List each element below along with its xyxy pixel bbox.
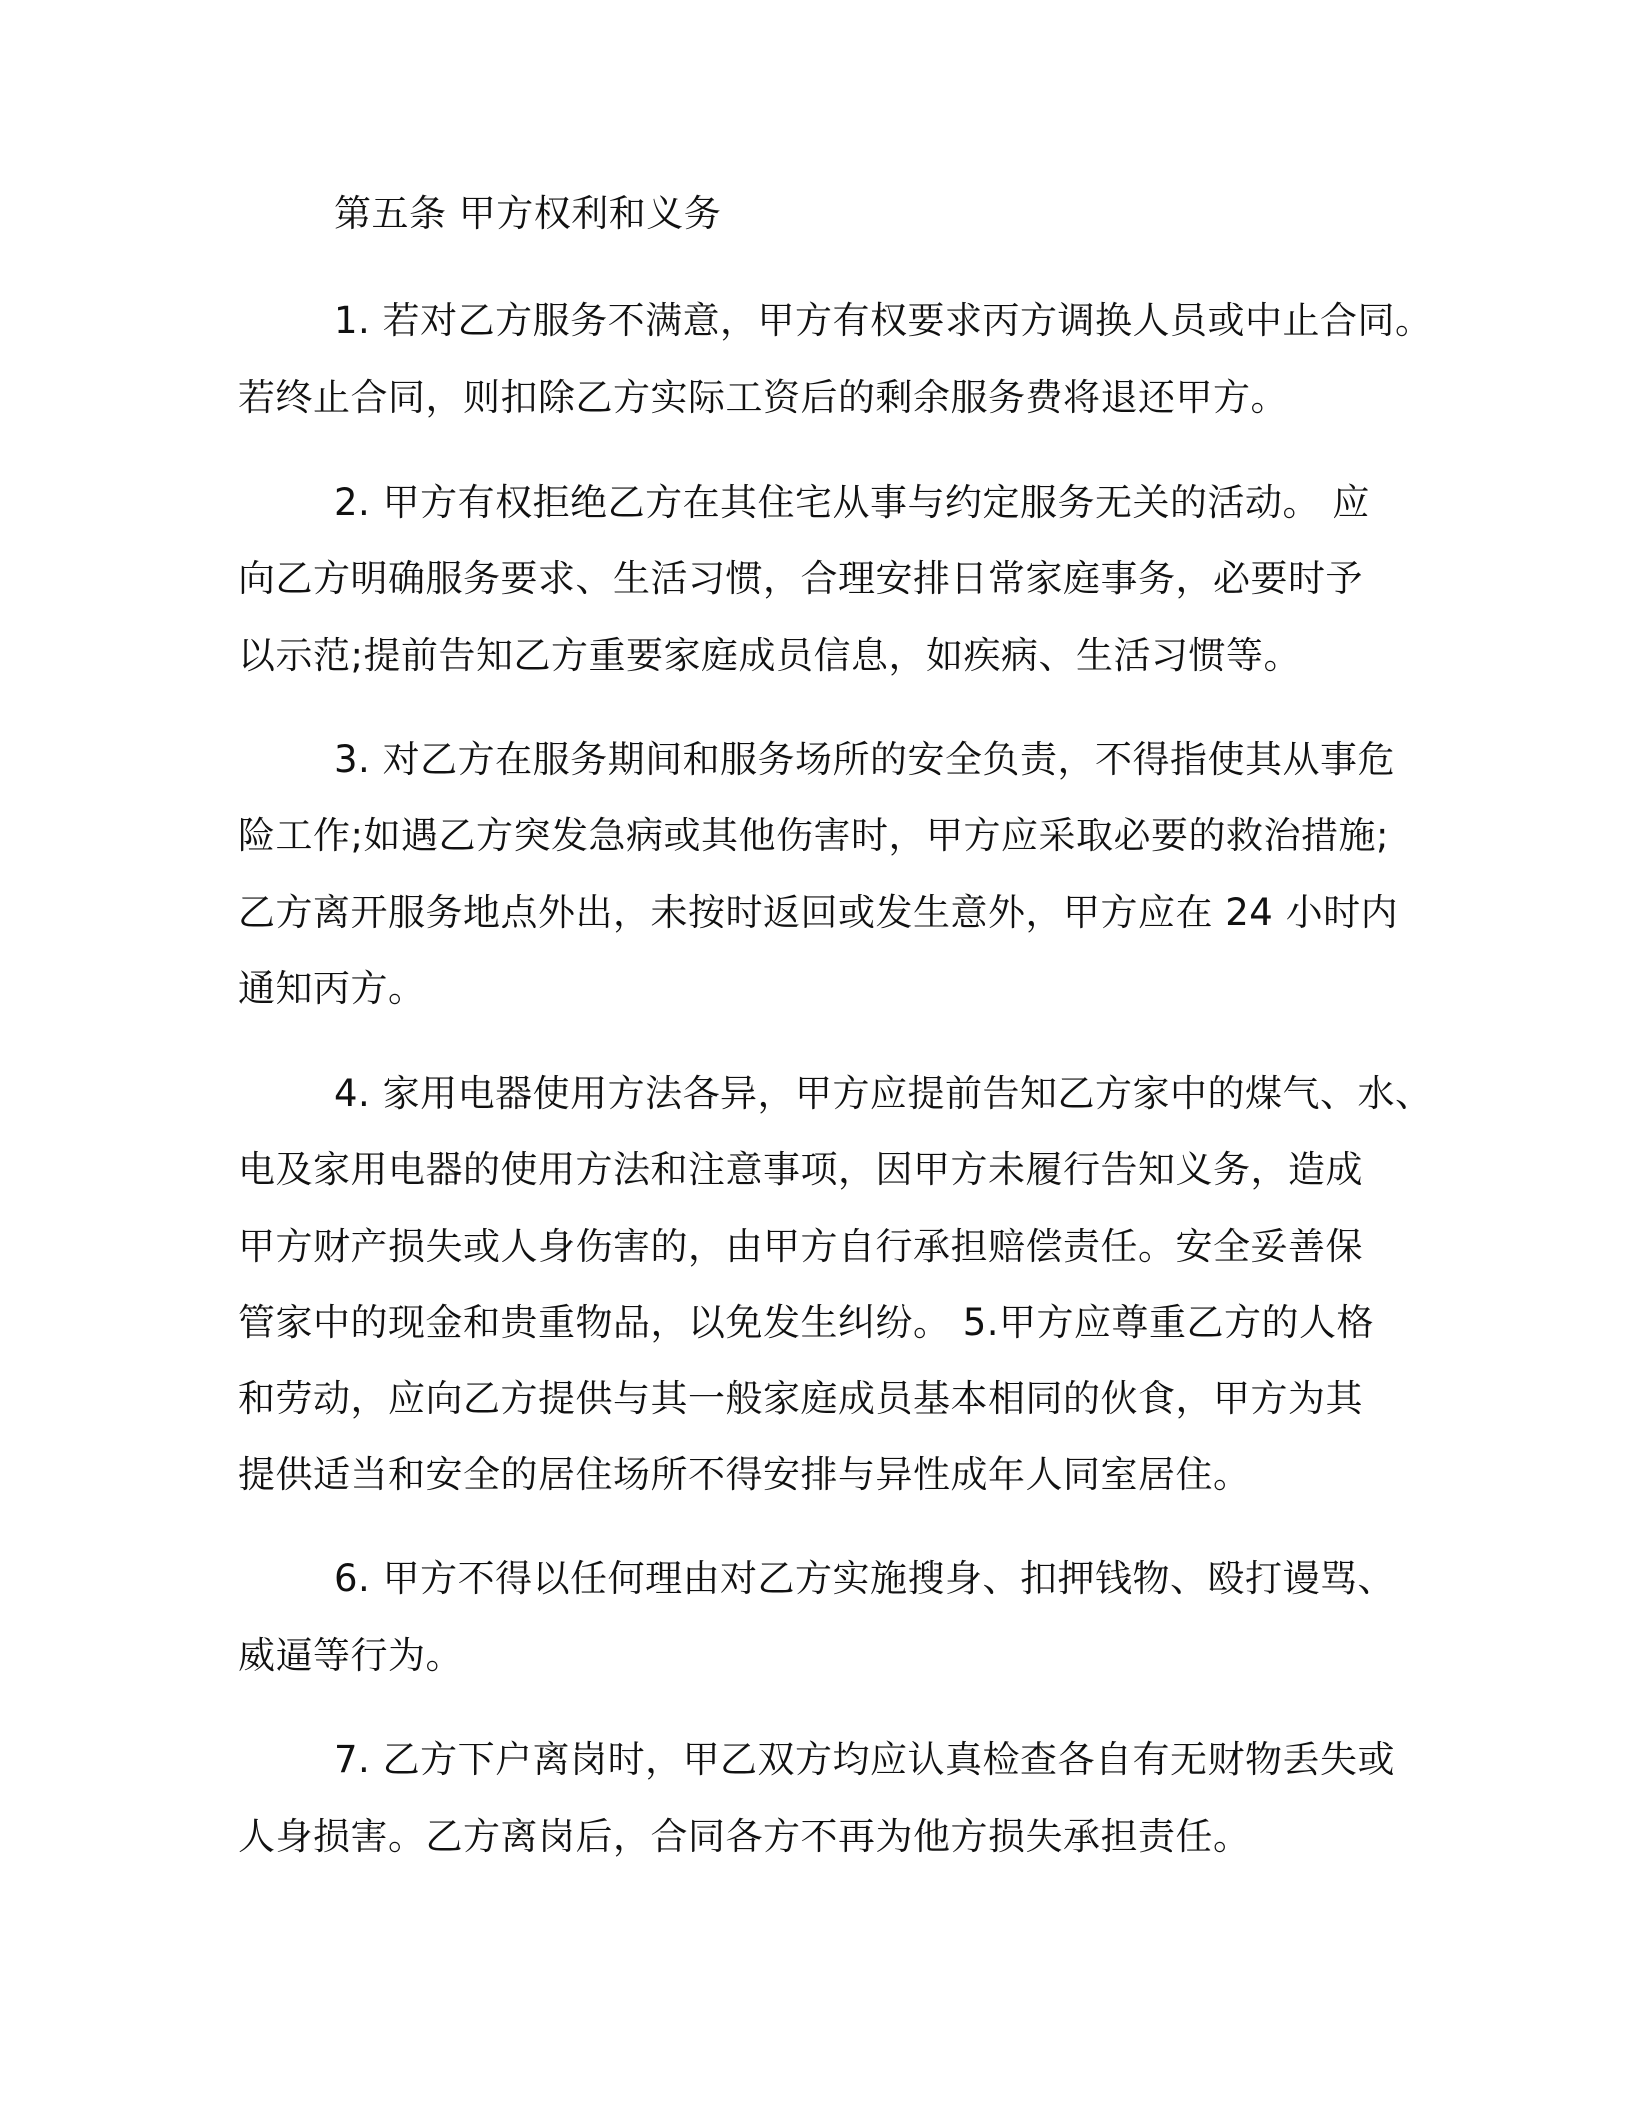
paragraph-line: 乙方离开服务地点外出，未按时返回或发生意外，甲方应在 24 小时内 [238, 891, 1399, 934]
paragraph-line: 威逼等行为。 [238, 1634, 463, 1677]
paragraph-line: 2. 甲方有权拒绝乙方在其住宅从事与约定服务无关的活动。 应 [334, 481, 1370, 524]
paragraph-line: 向乙方明确服务要求、生活习惯，合理安排日常家庭事务，必要时予 [238, 557, 1363, 600]
paragraph-line: 和劳动，应向乙方提供与其一般家庭成员基本相同的伙食，甲方为其 [238, 1377, 1363, 1420]
paragraph-line: 险工作;如遇乙方突发急病或其他伤害时，甲方应采取必要的救治措施; [238, 814, 1389, 857]
paragraph-line: 甲方财产损失或人身伤害的，由甲方自行承担赔偿责任。安全妥善保 [238, 1225, 1363, 1268]
paragraph-line: 以示范;提前告知乙方重要家庭成员信息，如疾病、生活习惯等。 [238, 634, 1301, 677]
paragraph-line: 人身损害。乙方离岗后，合同各方不再为他方损失承担责任。 [238, 1815, 1251, 1858]
section-heading: 第五条 甲方权利和义务 [334, 192, 722, 235]
paragraph-line: 4. 家用电器使用方法各异，甲方应提前告知乙方家中的煤气、水、 [334, 1072, 1433, 1115]
paragraph-line: 电及家用电器的使用方法和注意事项，因甲方未履行告知义务，造成 [238, 1148, 1363, 1191]
paragraph-line: 3. 对乙方在服务期间和服务场所的安全负责，不得指使其从事危 [334, 738, 1396, 781]
paragraph-line: 管家中的现金和贵重物品，以免发生纠纷。 5.甲方应尊重乙方的人格 [238, 1301, 1375, 1344]
paragraph-line: 若终止合同，则扣除乙方实际工资后的剩余服务费将退还甲方。 [238, 376, 1288, 419]
paragraph-line: 6. 甲方不得以任何理由对乙方实施搜身、扣押钱物、殴打谩骂、 [334, 1557, 1396, 1600]
paragraph-line: 1. 若对乙方服务不满意，甲方有权要求丙方调换人员或中止合同。 [334, 299, 1433, 342]
paragraph-line: 7. 乙方下户离岗时，甲乙双方均应认真检查各自有无财物丢失或 [334, 1738, 1396, 1781]
paragraph-line: 通知丙方。 [238, 967, 426, 1010]
paragraph-line: 提供适当和安全的居住场所不得安排与异性成年人同室居住。 [238, 1453, 1251, 1496]
